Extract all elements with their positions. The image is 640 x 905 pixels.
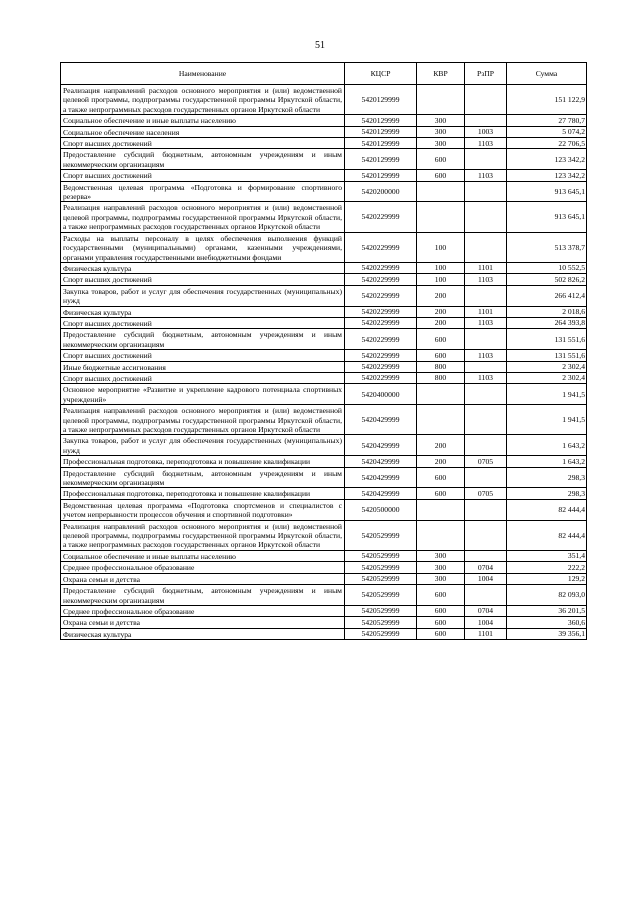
table-row <box>61 573 587 584</box>
row-sum: 502 826,2 <box>507 274 587 285</box>
table-row <box>61 170 587 181</box>
table-row <box>61 488 587 499</box>
row-kvr: 600 <box>417 170 465 181</box>
row-rzpr: 1101 <box>465 262 507 273</box>
row-name: Профессиональная подготовка, переподготовка и повышение квалификации <box>61 488 345 499</box>
row-sum: 27 780,7 <box>507 115 587 126</box>
table-row <box>61 520 587 550</box>
row-sum: 36 201,5 <box>507 605 587 616</box>
row-rzpr: 1004 <box>465 573 507 584</box>
row-sum: 266 412,4 <box>507 285 587 306</box>
row-code: 5420129999 <box>345 149 417 170</box>
row-rzpr: 1101 <box>465 306 507 317</box>
table-row <box>61 138 587 149</box>
header-row <box>61 63 587 85</box>
row-name: Предоставление субсидий бюджетным, автономным учреждениям и иным некоммерческим организациям <box>61 585 345 606</box>
row-sum: 913 645,1 <box>507 202 587 232</box>
table-row <box>61 306 587 317</box>
row-code: 5420529999 <box>345 573 417 584</box>
table-row <box>61 115 587 126</box>
row-name: Реализация направлений расходов основного мероприятия и (или) ведомственной целевой программы, подпрограммы государственной программы Иркутской области, а также непрограммных расходов государственных органов Иркутской области <box>61 85 345 115</box>
row-kvr: 100 <box>417 232 465 262</box>
row-rzpr <box>465 585 507 606</box>
row-sum: 10 552,5 <box>507 262 587 273</box>
row-sum: 360,6 <box>507 617 587 628</box>
page-number: 51 <box>315 40 325 51</box>
row-name: Закупка товаров, работ и услуг для обеспечения государственных (муниципальных) нужд <box>61 285 345 306</box>
row-name: Реализация направлений расходов основного мероприятия и (или) ведомственной целевой программы, подпрограммы государственной программы Иркутской области, а также непрограммных расходов государственных органов Иркутской области <box>61 520 345 550</box>
table-row <box>61 456 587 467</box>
table-row <box>61 350 587 361</box>
row-sum: 1 941,5 <box>507 405 587 435</box>
row-rzpr: 0704 <box>465 562 507 573</box>
row-rzpr <box>465 115 507 126</box>
table-body <box>61 85 587 640</box>
row-rzpr: 1101 <box>465 628 507 639</box>
row-code: 5420229999 <box>345 202 417 232</box>
table-row <box>61 562 587 573</box>
row-sum: 2 302,4 <box>507 372 587 383</box>
row-sum: 82 093,0 <box>507 585 587 606</box>
row-code: 5420129999 <box>345 138 417 149</box>
row-code: 5420200000 <box>345 181 417 202</box>
table-row <box>61 285 587 306</box>
row-code: 5420429999 <box>345 488 417 499</box>
budget-table <box>60 62 587 640</box>
row-code: 5420229999 <box>345 232 417 262</box>
table-row <box>61 262 587 273</box>
table-row <box>61 126 587 137</box>
row-rzpr <box>465 405 507 435</box>
row-name: Ведомственная целевая программа «Подготовка спортсменов и специалистов с учетом непрерывности процессов обучения и спортивной подготовки» <box>61 499 345 520</box>
row-name: Среднее профессиональное образование <box>61 605 345 616</box>
row-sum: 123 342,2 <box>507 170 587 181</box>
row-kvr: 800 <box>417 361 465 372</box>
row-rzpr <box>465 384 507 405</box>
row-name: Охрана семьи и детства <box>61 617 345 628</box>
table-row <box>61 384 587 405</box>
row-kvr: 200 <box>417 306 465 317</box>
row-kvr: 600 <box>417 467 465 488</box>
row-rzpr <box>465 361 507 372</box>
row-sum: 1 941,5 <box>507 384 587 405</box>
row-rzpr: 1103 <box>465 317 507 328</box>
row-code: 5420129999 <box>345 85 417 115</box>
table-row <box>61 628 587 639</box>
row-sum: 82 444,4 <box>507 499 587 520</box>
table-row <box>61 435 587 456</box>
row-rzpr: 1103 <box>465 350 507 361</box>
table-row <box>61 605 587 616</box>
row-code: 5420429999 <box>345 435 417 456</box>
row-sum: 513 378,7 <box>507 232 587 262</box>
row-name: Ведомственная целевая программа «Подготовка и формирование спортивного резерва» <box>61 181 345 202</box>
row-kvr: 600 <box>417 617 465 628</box>
row-rzpr <box>465 85 507 115</box>
row-kvr <box>417 384 465 405</box>
table-row <box>61 361 587 372</box>
column-header-name: Наименование <box>61 63 345 85</box>
table-row <box>61 181 587 202</box>
row-rzpr <box>465 435 507 456</box>
row-sum: 123 342,2 <box>507 149 587 170</box>
row-code: 5420229999 <box>345 350 417 361</box>
row-rzpr <box>465 467 507 488</box>
table-row <box>61 149 587 170</box>
row-rzpr <box>465 520 507 550</box>
row-code: 5420229999 <box>345 285 417 306</box>
row-rzpr <box>465 285 507 306</box>
row-kvr: 600 <box>417 350 465 361</box>
row-name: Спорт высших достижений <box>61 317 345 328</box>
row-kvr <box>417 520 465 550</box>
row-name: Предоставление субсидий бюджетным, автономным учреждениям и иным некоммерческим организациям <box>61 467 345 488</box>
row-name: Физическая культура <box>61 262 345 273</box>
row-name: Физическая культура <box>61 628 345 639</box>
row-name: Спорт высших достижений <box>61 170 345 181</box>
row-rzpr <box>465 550 507 561</box>
table-row <box>61 274 587 285</box>
row-rzpr: 1103 <box>465 372 507 383</box>
row-code: 5420229999 <box>345 372 417 383</box>
row-name: Физическая культура <box>61 306 345 317</box>
row-kvr <box>417 499 465 520</box>
row-kvr: 200 <box>417 456 465 467</box>
row-code: 5420129999 <box>345 115 417 126</box>
row-name: Среднее профессиональное образование <box>61 562 345 573</box>
row-code: 5420400000 <box>345 384 417 405</box>
table-row <box>61 329 587 350</box>
row-name: Охрана семьи и детства <box>61 573 345 584</box>
row-code: 5420529999 <box>345 617 417 628</box>
row-sum: 1 643,2 <box>507 456 587 467</box>
row-rzpr: 1103 <box>465 138 507 149</box>
row-code: 5420229999 <box>345 306 417 317</box>
row-sum: 131 551,6 <box>507 329 587 350</box>
row-code: 5420229999 <box>345 317 417 328</box>
table-row <box>61 317 587 328</box>
row-kvr: 100 <box>417 274 465 285</box>
table-row <box>61 499 587 520</box>
column-header-code: КЦСР <box>345 63 417 85</box>
row-name: Спорт высших достижений <box>61 350 345 361</box>
row-rzpr: 0705 <box>465 488 507 499</box>
row-rzpr: 0704 <box>465 605 507 616</box>
row-code: 5420529999 <box>345 585 417 606</box>
row-kvr: 200 <box>417 285 465 306</box>
row-sum: 298,3 <box>507 488 587 499</box>
row-code: 5420500000 <box>345 499 417 520</box>
row-name: Предоставление субсидий бюджетным, автономным учреждениям и иным некоммерческим организациям <box>61 329 345 350</box>
row-sum: 82 444,4 <box>507 520 587 550</box>
row-sum: 5 074,2 <box>507 126 587 137</box>
row-code: 5420529999 <box>345 562 417 573</box>
row-kvr: 800 <box>417 372 465 383</box>
row-sum: 22 706,5 <box>507 138 587 149</box>
table-row <box>61 85 587 115</box>
row-rzpr <box>465 329 507 350</box>
row-rzpr <box>465 149 507 170</box>
row-code: 5420229999 <box>345 274 417 285</box>
row-rzpr: 1003 <box>465 126 507 137</box>
row-kvr: 300 <box>417 115 465 126</box>
row-kvr: 200 <box>417 317 465 328</box>
row-kvr <box>417 85 465 115</box>
row-kvr <box>417 405 465 435</box>
table-row <box>61 585 587 606</box>
row-name: Предоставление субсидий бюджетным, автономным учреждениям и иным некоммерческим организациям <box>61 149 345 170</box>
row-sum: 151 122,9 <box>507 85 587 115</box>
row-kvr: 600 <box>417 605 465 616</box>
row-name: Социальное обеспечение и иные выплаты населению <box>61 550 345 561</box>
row-name: Расходы на выплаты персоналу в целях обеспечения выполнения функций государственными (муниципальными) органами, казенными учреждениями, органами управления государственными внебюджетными фондами <box>61 232 345 262</box>
table-row <box>61 405 587 435</box>
row-sum: 1 643,2 <box>507 435 587 456</box>
row-name: Реализация направлений расходов основного мероприятия и (или) ведомственной целевой программы, подпрограммы государственной программы Иркутской области, а также непрограммных расходов государственных органов Иркутской области <box>61 405 345 435</box>
row-sum: 298,3 <box>507 467 587 488</box>
row-sum: 39 356,1 <box>507 628 587 639</box>
row-kvr: 100 <box>417 262 465 273</box>
row-sum: 129,2 <box>507 573 587 584</box>
row-rzpr <box>465 499 507 520</box>
row-rzpr: 1103 <box>465 274 507 285</box>
row-code: 5420229999 <box>345 361 417 372</box>
table-row <box>61 372 587 383</box>
table-row <box>61 232 587 262</box>
row-code: 5420529999 <box>345 628 417 639</box>
column-header-sum: Сумма <box>507 63 587 85</box>
table-row <box>61 467 587 488</box>
row-code: 5420229999 <box>345 329 417 350</box>
row-sum: 2 302,4 <box>507 361 587 372</box>
row-name: Реализация направлений расходов основного мероприятия и (или) ведомственной целевой программы, подпрограммы государственной программы Иркутской области, а также непрограммных расходов государственных органов Иркутской области <box>61 202 345 232</box>
row-kvr: 600 <box>417 585 465 606</box>
row-rzpr: 0705 <box>465 456 507 467</box>
row-name: Профессиональная подготовка, переподготовка и повышение квалификации <box>61 456 345 467</box>
row-kvr: 600 <box>417 149 465 170</box>
row-name: Закупка товаров, работ и услуг для обеспечения государственных (муниципальных) нужд <box>61 435 345 456</box>
row-kvr <box>417 202 465 232</box>
row-kvr: 300 <box>417 562 465 573</box>
row-name: Основное мероприятие «Развитие и укрепление кадрового потенциала спортивных учреждений» <box>61 384 345 405</box>
row-kvr: 600 <box>417 488 465 499</box>
row-name: Иные бюджетные ассигнования <box>61 361 345 372</box>
row-rzpr: 1103 <box>465 170 507 181</box>
row-kvr: 300 <box>417 550 465 561</box>
row-code: 5420429999 <box>345 456 417 467</box>
row-sum: 351,4 <box>507 550 587 561</box>
row-name: Социальное обеспечение и иные выплаты населению <box>61 115 345 126</box>
row-sum: 131 551,6 <box>507 350 587 361</box>
row-sum: 264 393,8 <box>507 317 587 328</box>
row-name: Спорт высших достижений <box>61 138 345 149</box>
table-row <box>61 550 587 561</box>
row-code: 5420129999 <box>345 170 417 181</box>
row-rzpr: 1004 <box>465 617 507 628</box>
row-kvr: 600 <box>417 628 465 639</box>
row-rzpr <box>465 202 507 232</box>
column-header-kvr: КВР <box>417 63 465 85</box>
table-row <box>61 202 587 232</box>
row-code: 5420429999 <box>345 405 417 435</box>
row-name: Спорт высших достижений <box>61 274 345 285</box>
row-kvr: 300 <box>417 138 465 149</box>
row-code: 5420529999 <box>345 520 417 550</box>
row-kvr: 200 <box>417 435 465 456</box>
row-kvr: 600 <box>417 329 465 350</box>
row-code: 5420229999 <box>345 262 417 273</box>
row-sum: 2 018,6 <box>507 306 587 317</box>
table-row <box>61 617 587 628</box>
row-rzpr <box>465 232 507 262</box>
row-name: Спорт высших достижений <box>61 372 345 383</box>
row-rzpr <box>465 181 507 202</box>
row-code: 5420129999 <box>345 126 417 137</box>
row-code: 5420529999 <box>345 605 417 616</box>
row-sum: 222,2 <box>507 562 587 573</box>
column-header-rzpr: РзПР <box>465 63 507 85</box>
row-code: 5420429999 <box>345 467 417 488</box>
row-code: 5420529999 <box>345 550 417 561</box>
row-kvr: 300 <box>417 573 465 584</box>
row-kvr: 300 <box>417 126 465 137</box>
row-sum: 913 645,1 <box>507 181 587 202</box>
row-kvr <box>417 181 465 202</box>
row-name: Социальное обеспечение населения <box>61 126 345 137</box>
table-header <box>61 63 587 85</box>
